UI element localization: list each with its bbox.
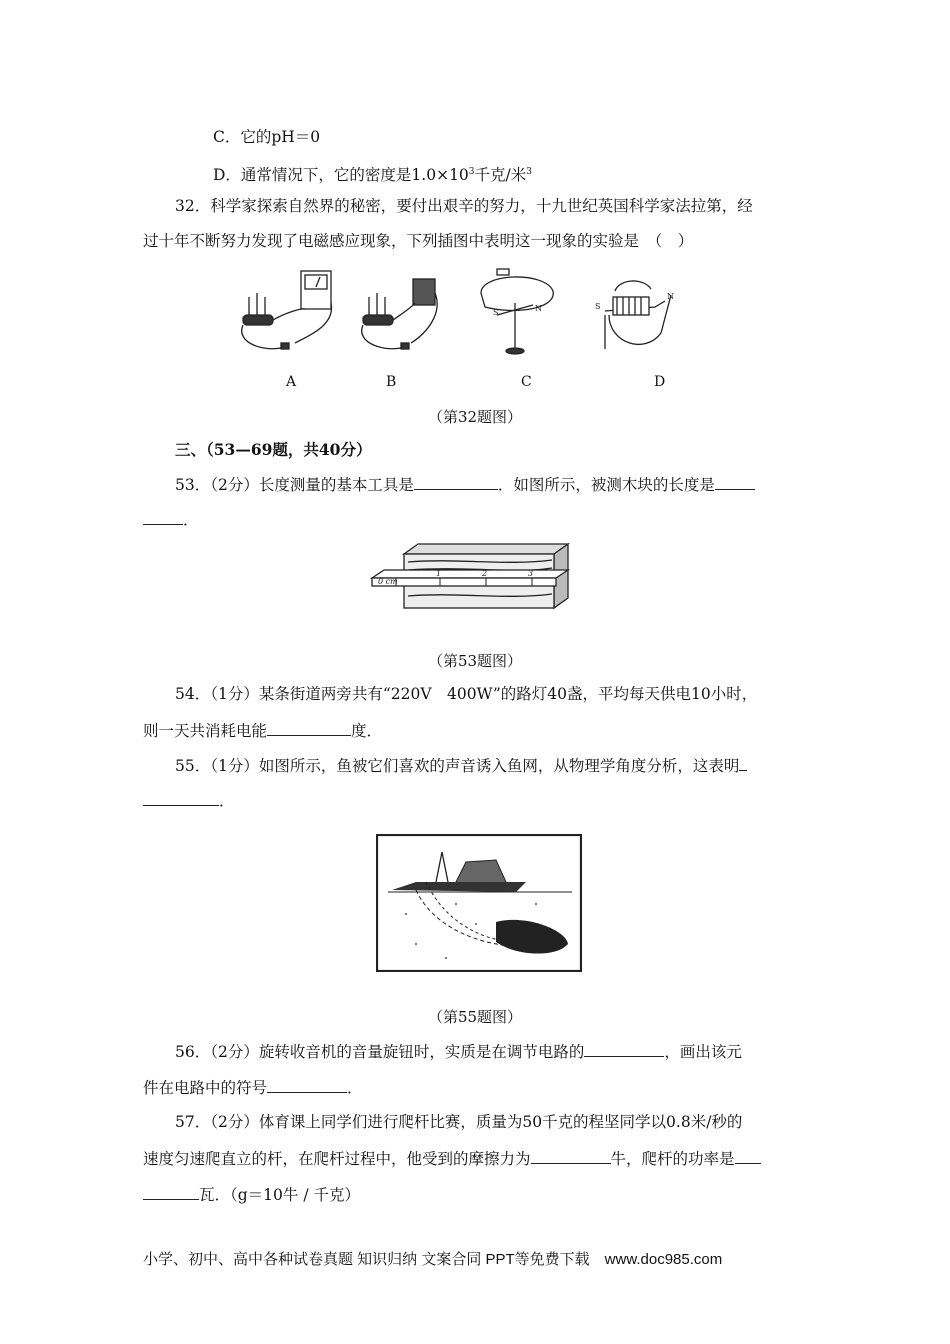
- q55-line1: 55．（1分）如图所示，鱼被它们喜欢的声音诱入鱼网，从物理学角度分析，这表明: [175, 755, 747, 776]
- q32-option-a-label: A: [286, 374, 297, 390]
- q56-line2: 件在电路中的符号 ．: [143, 1079, 363, 1097]
- q31-option-c: C．它的pH＝0: [213, 128, 321, 146]
- q53-caption: （第53题图）: [427, 652, 523, 670]
- svg-text:N: N: [535, 304, 542, 313]
- svg-text:S: S: [595, 302, 601, 311]
- q32-figures: [235, 263, 705, 368]
- q32-option-c-label: C: [521, 374, 532, 390]
- ruler-label-1: 1: [436, 569, 442, 578]
- q32-line2: 过十年不断努力发现了电磁感应现象，下列插图中表明这一现象的实验是 （ ）: [143, 232, 694, 250]
- ruler-label-3: 3: [528, 569, 534, 578]
- q32-caption: （第32题图）: [427, 408, 523, 426]
- ruler-label-0: 0 cm: [378, 577, 398, 586]
- q53-ruler-figure: [368, 540, 580, 636]
- q54-line2: 则一天共消耗电能 度．: [143, 722, 383, 740]
- figure-a: [242, 271, 332, 349]
- svg-text:N: N: [667, 292, 674, 301]
- section-3-header: 三、（53—69题，共40分）: [175, 440, 372, 459]
- q55-fishing-figure: [376, 834, 582, 972]
- q32-option-d-label: D: [654, 374, 666, 390]
- q57-line3: 瓦．（g＝10牛 / 千克）: [143, 1184, 360, 1205]
- figure-d: [595, 281, 674, 349]
- q54-line1: 54．（1分）某条街道两旁共有“220V 400W”的路灯40盏，平均每天供电10小时，: [175, 685, 758, 703]
- q57-line1: 57．（2分）体育课上同学们进行爬杆比赛，质量为50千克的程坚同学以0.8米/秒的: [175, 1113, 743, 1131]
- q55-line2: ．: [143, 790, 235, 811]
- figure-b: [362, 279, 437, 349]
- q32-line1: 32．科学家探索自然界的秘密，要付出艰辛的努力，十九世纪英国科学家法拉第，经: [175, 197, 753, 215]
- q53-line1: 53．（2分）长度测量的基本工具是 ．如图所示，被测木块的长度是: [175, 474, 755, 495]
- footer-text: 小学、初中、高中各种试卷真题 知识归纳 文案合同 PPT等免费下载 www.doc985.com: [143, 1251, 723, 1268]
- q32-option-b-label: B: [386, 374, 397, 390]
- figure-c: [481, 269, 553, 354]
- q31-option-d: D．通常情况下，它的密度是$1.0\times 10^3$千克/米$^3$: [213, 166, 532, 185]
- q57-line2: 速度匀速爬直立的杆，在爬杆过程中，他受到的摩擦力为 牛，爬杆的功率是: [143, 1148, 761, 1169]
- q56-line1: 56．（2分）旋转收音机的音量旋钮时，实质是在调节电路的 ，画出该元: [175, 1043, 742, 1061]
- q55-caption: （第55题图）: [427, 1008, 523, 1026]
- ruler-label-2: 2: [482, 569, 488, 578]
- q53-line2: ．: [143, 509, 199, 530]
- svg-text:S: S: [493, 308, 499, 317]
